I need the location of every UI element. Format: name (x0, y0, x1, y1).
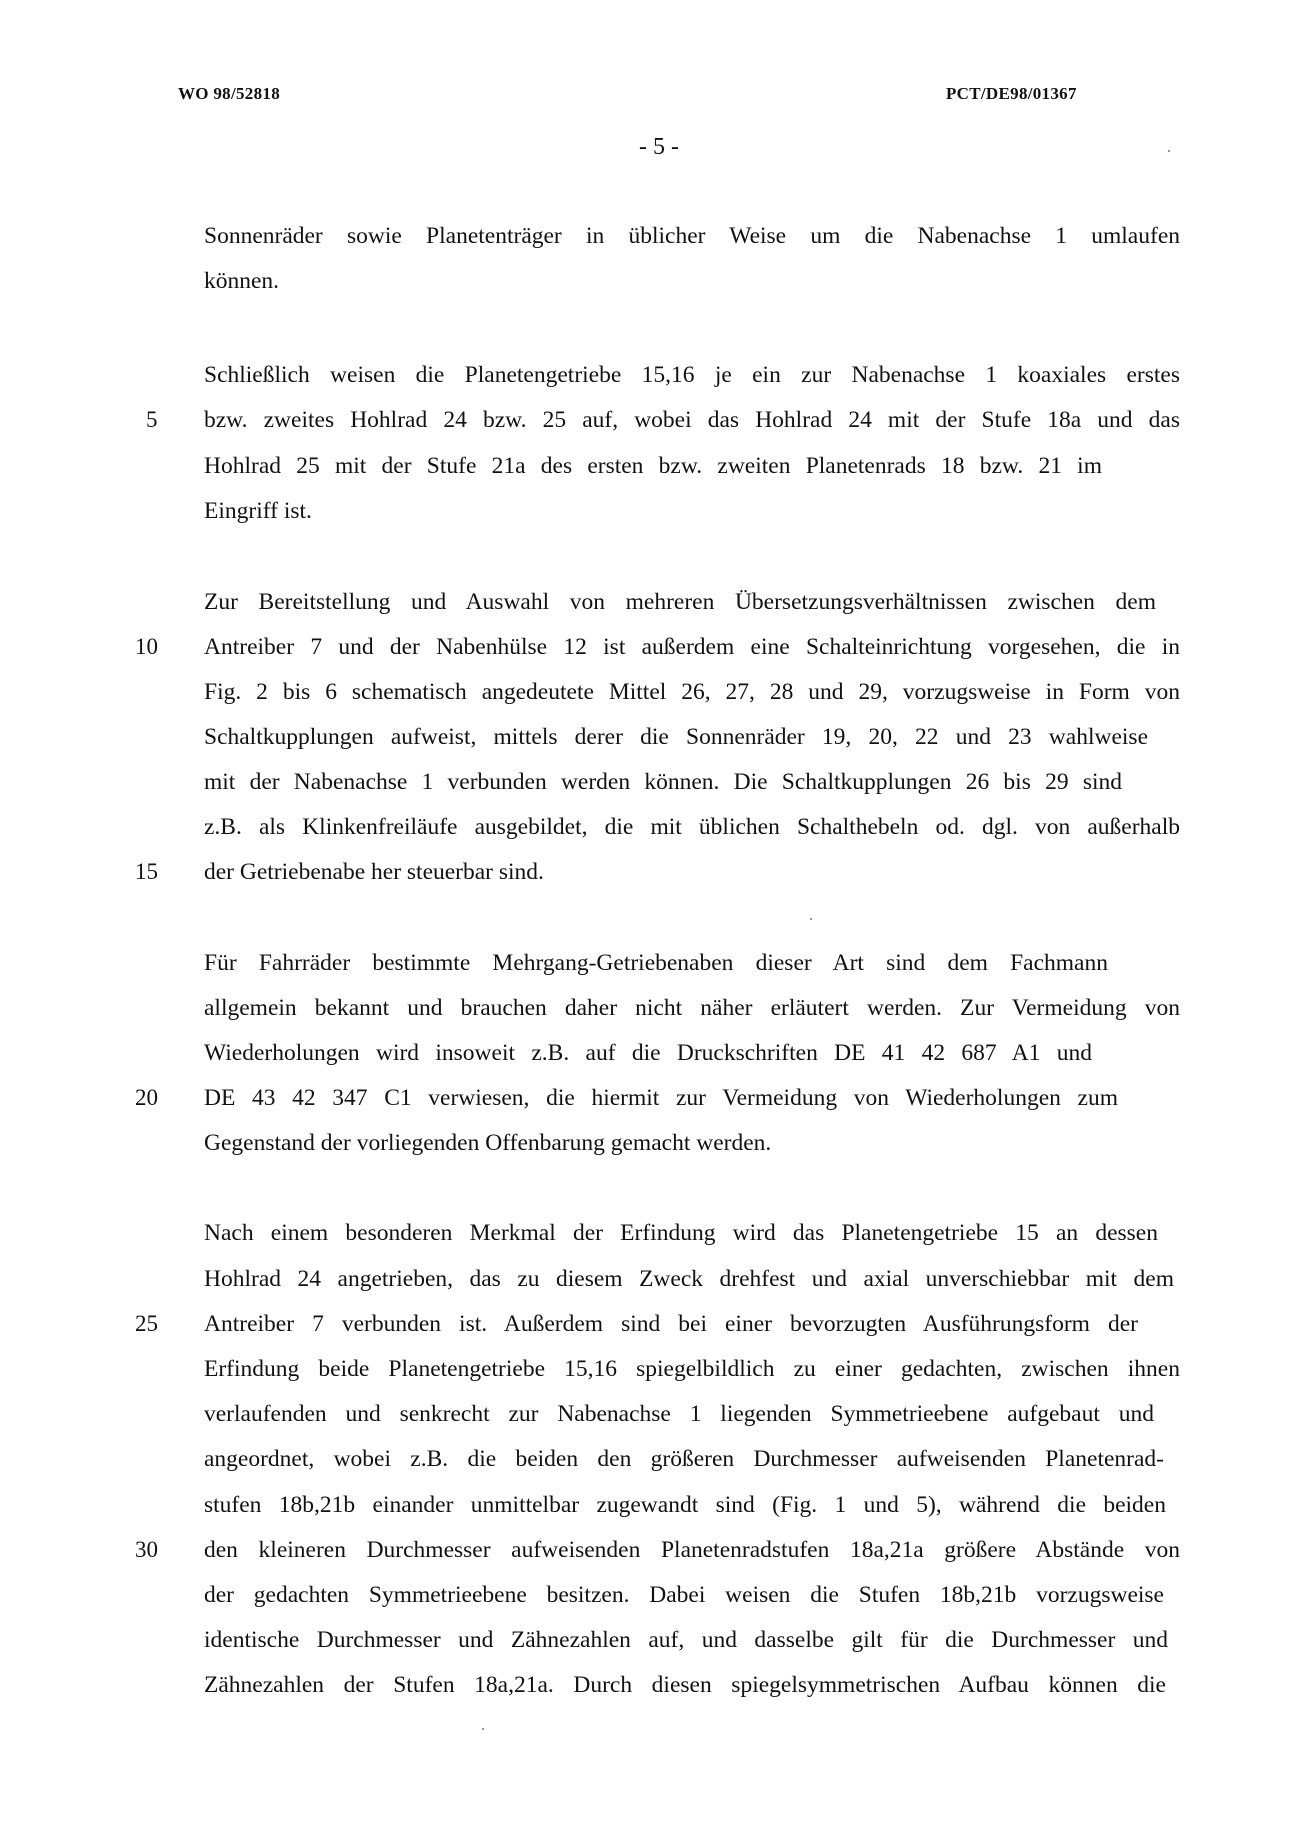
text-line: Hohlrad 25 mit der Stufe 21a des ersten bzw. zweiten Planetenrads 18 bzw. 21 im (204, 453, 1102, 479)
line-number: 20 (135, 1085, 158, 1110)
text-line: z.B. als Klinkenfreiläufe ausgebildet, die mit üblichen Schalthebeln od. dgl. von außerhalb (204, 814, 1180, 840)
line-number: 5 (146, 407, 158, 432)
text-line: Fig. 2 bis 6 schematisch angedeutete Mittel 26, 27, 28 und 29, vorzugsweise in Form von (204, 679, 1180, 705)
text-line: Zähnezahlen der Stufen 18a,21a. Durch diesen spiegelsymmetrischen Aufbau können die (204, 1672, 1166, 1698)
text-line: Sonnenräder sowie Planetenträger in üblicher Weise um die Nabenachse 1 umlaufen (204, 223, 1180, 249)
page-number: - 5 - (639, 134, 679, 160)
publication-number: WO 98/52818 (178, 84, 280, 103)
text-line: identische Durchmesser und Zähnezahlen auf, und dasselbe gilt für die Durchmesser und (204, 1627, 1168, 1653)
text-line: der gedachten Symmetrieebene besitzen. Dabei weisen die Stufen 18b,21b vorzugsweise (204, 1582, 1164, 1608)
text-line: verlaufenden und senkrecht zur Nabenachse 1 liegenden Symmetrieebene aufgebaut und (204, 1401, 1154, 1427)
text-line: Hohlrad 24 angetrieben, das zu diesem Zweck drehfest und axial unverschiebbar mit dem (204, 1266, 1174, 1292)
text-line: Gegenstand der vorliegenden Offenbarung gemacht werden. (204, 1130, 772, 1156)
text-line: Erfindung beide Planetengetriebe 15,16 spiegelbildlich zu einer gedachten, zwischen ihnen (204, 1356, 1180, 1382)
text-line: stufen 18b,21b einander unmittelbar zugewandt sind (Fig. 1 und 5), während die beiden (204, 1492, 1166, 1518)
scan-speck (482, 1728, 484, 1730)
text-line: bzw. zweites Hohlrad 24 bzw. 25 auf, wobei das Hohlrad 24 mit der Stufe 18a und das (204, 407, 1180, 433)
line-number: 10 (135, 634, 158, 659)
text-line: Nach einem besonderen Merkmal der Erfindung wird das Planetengetriebe 15 an dessen (204, 1220, 1158, 1246)
text-line: Schließlich weisen die Planetengetriebe 15,16 je ein zur Nabenachse 1 koaxiales erstes (204, 362, 1180, 388)
text-line: der Getriebenabe her steuerbar sind. (204, 859, 544, 885)
text-line: DE 43 42 347 C1 verwiesen, die hiermit zur Vermeidung von Wiederholungen zum (204, 1085, 1118, 1111)
application-number: PCT/DE98/01367 (946, 84, 1077, 103)
scan-speck (810, 918, 812, 920)
text-line: Eingriff ist. (204, 498, 312, 524)
text-line: angeordnet, wobei z.B. die beiden den größeren Durchmesser aufweisenden Planetenrad- (204, 1446, 1164, 1472)
text-line: Für Fahrräder bestimmte Mehrgang-Getriebenaben dieser Art sind dem Fachmann (204, 950, 1108, 976)
line-number: 30 (135, 1537, 158, 1562)
text-line: Antreiber 7 und der Nabenhülse 12 ist außerdem eine Schalteinrichtung vorgesehen, die in (204, 634, 1180, 660)
line-number: 25 (135, 1311, 158, 1336)
text-line: Antreiber 7 verbunden ist. Außerdem sind bei einer bevorzugten Ausführungsform der (204, 1311, 1138, 1337)
text-line: können. (204, 268, 280, 294)
scan-speck (1168, 150, 1170, 152)
text-line: allgemein bekannt und brauchen daher nicht näher erläutert werden. Zur Vermeidung von (204, 995, 1180, 1021)
text-line: den kleineren Durchmesser aufweisenden Planetenradstufen 18a,21a größere Abstände von (204, 1537, 1180, 1563)
text-line: Zur Bereitstellung und Auswahl von mehreren Übersetzungsverhältnissen zwischen dem (204, 589, 1156, 615)
text-line: Wiederholungen wird insoweit z.B. auf die Druckschriften DE 41 42 687 A1 und (204, 1040, 1092, 1066)
text-line: Schaltkupplungen aufweist, mittels derer die Sonnenräder 19, 20, 22 und 23 wahlweise (204, 724, 1148, 750)
line-number: 15 (135, 859, 158, 884)
text-line: mit der Nabenachse 1 verbunden werden können. Die Schaltkupplungen 26 bis 29 sind (204, 769, 1122, 795)
